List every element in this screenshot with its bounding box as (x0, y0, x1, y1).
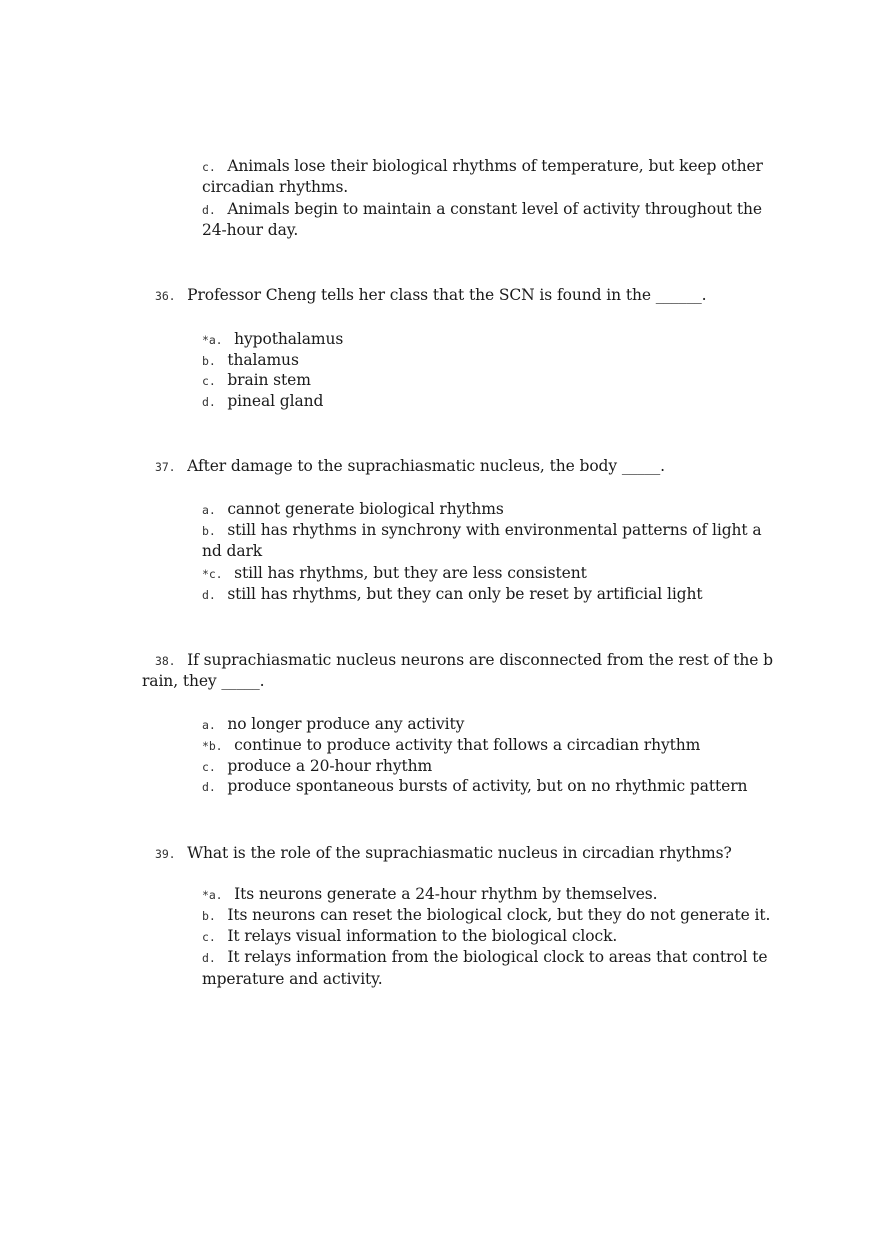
option-text: Animals lose their biological rhythms of temperature, but keep other (227, 157, 763, 175)
option-text: Its neurons generate a 24-hour rhythm by themselves. (234, 885, 658, 903)
question-37-option-d: d. still has rhythms, but they can only be reset by artificial light (202, 585, 703, 603)
question-38-option-c: c. produce a 20-hour rhythm (202, 757, 433, 775)
question-text: After damage to the suprachiasmatic nucleus, the body _____. (187, 457, 665, 475)
option-marker: c (202, 930, 209, 944)
question-37-stem: 37. After damage to the suprachiasmatic nucleus, the body _____. (155, 457, 665, 475)
question-38-option-d: d. produce spontaneous bursts of activity, but on no rhythmic pattern (202, 777, 748, 795)
option-text: still has rhythms in synchrony with environmental patterns of light a (227, 521, 762, 539)
option-marker: c (202, 760, 209, 774)
option-text: Its neurons can reset the biological clock, but they do not generate it. (227, 906, 771, 924)
option-marker: b (202, 524, 209, 538)
option-marker: d (202, 780, 209, 794)
question-38-stem: 38. If suprachiasmatic nucleus neurons are disconnected from the rest of the b (155, 651, 773, 669)
question-text: Professor Cheng tells her class that the SCN is found in the ______. (187, 286, 707, 304)
question-number: 38 (155, 654, 169, 668)
option-marker: *b (202, 739, 216, 753)
question-36-option-a: *a. hypothalamus (202, 330, 344, 348)
option-text: Animals begin to maintain a constant level of activity throughout the (227, 200, 763, 218)
option-marker: *a (202, 888, 216, 902)
carryover-option-c-continued: circadian rhythms. (202, 178, 349, 196)
question-39-option-a: *a. Its neurons generate a 24-hour rhythm by themselves. (202, 885, 658, 903)
option-marker: d (202, 951, 209, 965)
option-text: brain stem (227, 371, 311, 389)
carryover-option-c: c. Animals lose their biological rhythms of temperature, but keep other (202, 157, 763, 175)
question-38-stem-continued: rain, they _____. (142, 672, 265, 690)
option-text: no longer produce any activity (227, 715, 465, 733)
option-marker: c (202, 374, 209, 388)
question-39-option-b: b. Its neurons can reset the biological clock, but they do not generate it. (202, 906, 771, 924)
question-36-option-d: d. pineal gland (202, 392, 324, 410)
option-marker: a (202, 718, 209, 732)
option-text: cannot generate biological rhythms (227, 500, 504, 518)
option-text: still has rhythms, but they are less consistent (234, 564, 587, 582)
option-marker: d (202, 395, 209, 409)
question-number: 39 (155, 847, 169, 861)
question-36-stem: 36. Professor Cheng tells her class that the SCN is found in the ______. (155, 286, 707, 304)
question-39-option-d-continued: mperature and activity. (202, 970, 383, 988)
question-number: 36 (155, 289, 169, 303)
question-37-option-b: b. still has rhythms in synchrony with environmental patterns of light a (202, 521, 762, 539)
question-number: 37 (155, 460, 169, 474)
question-38-option-b: *b. continue to produce activity that follows a circadian rhythm (202, 736, 701, 754)
option-marker: d (202, 588, 209, 602)
question-36-option-b: b. thalamus (202, 351, 299, 369)
option-marker: a (202, 503, 209, 517)
option-marker: c (202, 160, 209, 174)
option-marker: *c (202, 567, 216, 581)
option-marker: d (202, 203, 209, 217)
option-text: thalamus (227, 351, 299, 369)
option-text: produce a 20-hour rhythm (227, 757, 433, 775)
question-38-option-a: a. no longer produce any activity (202, 715, 465, 733)
option-marker: b (202, 909, 209, 923)
carryover-option-d: d. Animals begin to maintain a constant level of activity throughout the (202, 200, 763, 218)
question-37-option-b-continued: nd dark (202, 542, 263, 560)
question-39-option-c: c. It relays visual information to the biological clock. (202, 927, 618, 945)
question-text: If suprachiasmatic nucleus neurons are disconnected from the rest of the b (187, 651, 773, 669)
carryover-option-d-continued: 24-hour day. (202, 221, 299, 239)
question-text: What is the role of the suprachiasmatic nucleus in circadian rhythms? (187, 844, 732, 862)
option-marker: b (202, 354, 209, 368)
question-37-option-c: *c. still has rhythms, but they are less consistent (202, 564, 587, 582)
question-39-stem: 39. What is the role of the suprachiasmatic nucleus in circadian rhythms? (155, 844, 732, 862)
option-text: continue to produce activity that follows a circadian rhythm (234, 736, 701, 754)
option-marker: *a (202, 333, 216, 347)
question-39-option-d: d. It relays information from the biological clock to areas that control te (202, 948, 768, 966)
option-text: It relays visual information to the biological clock. (227, 927, 618, 945)
option-text: pineal gland (227, 392, 324, 410)
question-36-option-c: c. brain stem (202, 371, 311, 389)
option-text: hypothalamus (234, 330, 344, 348)
question-37-option-a: a. cannot generate biological rhythms (202, 500, 504, 518)
option-text: It relays information from the biological clock to areas that control te (227, 948, 768, 966)
option-text: produce spontaneous bursts of activity, but on no rhythmic pattern (227, 777, 748, 795)
option-text: still has rhythms, but they can only be reset by artificial light (227, 585, 703, 603)
